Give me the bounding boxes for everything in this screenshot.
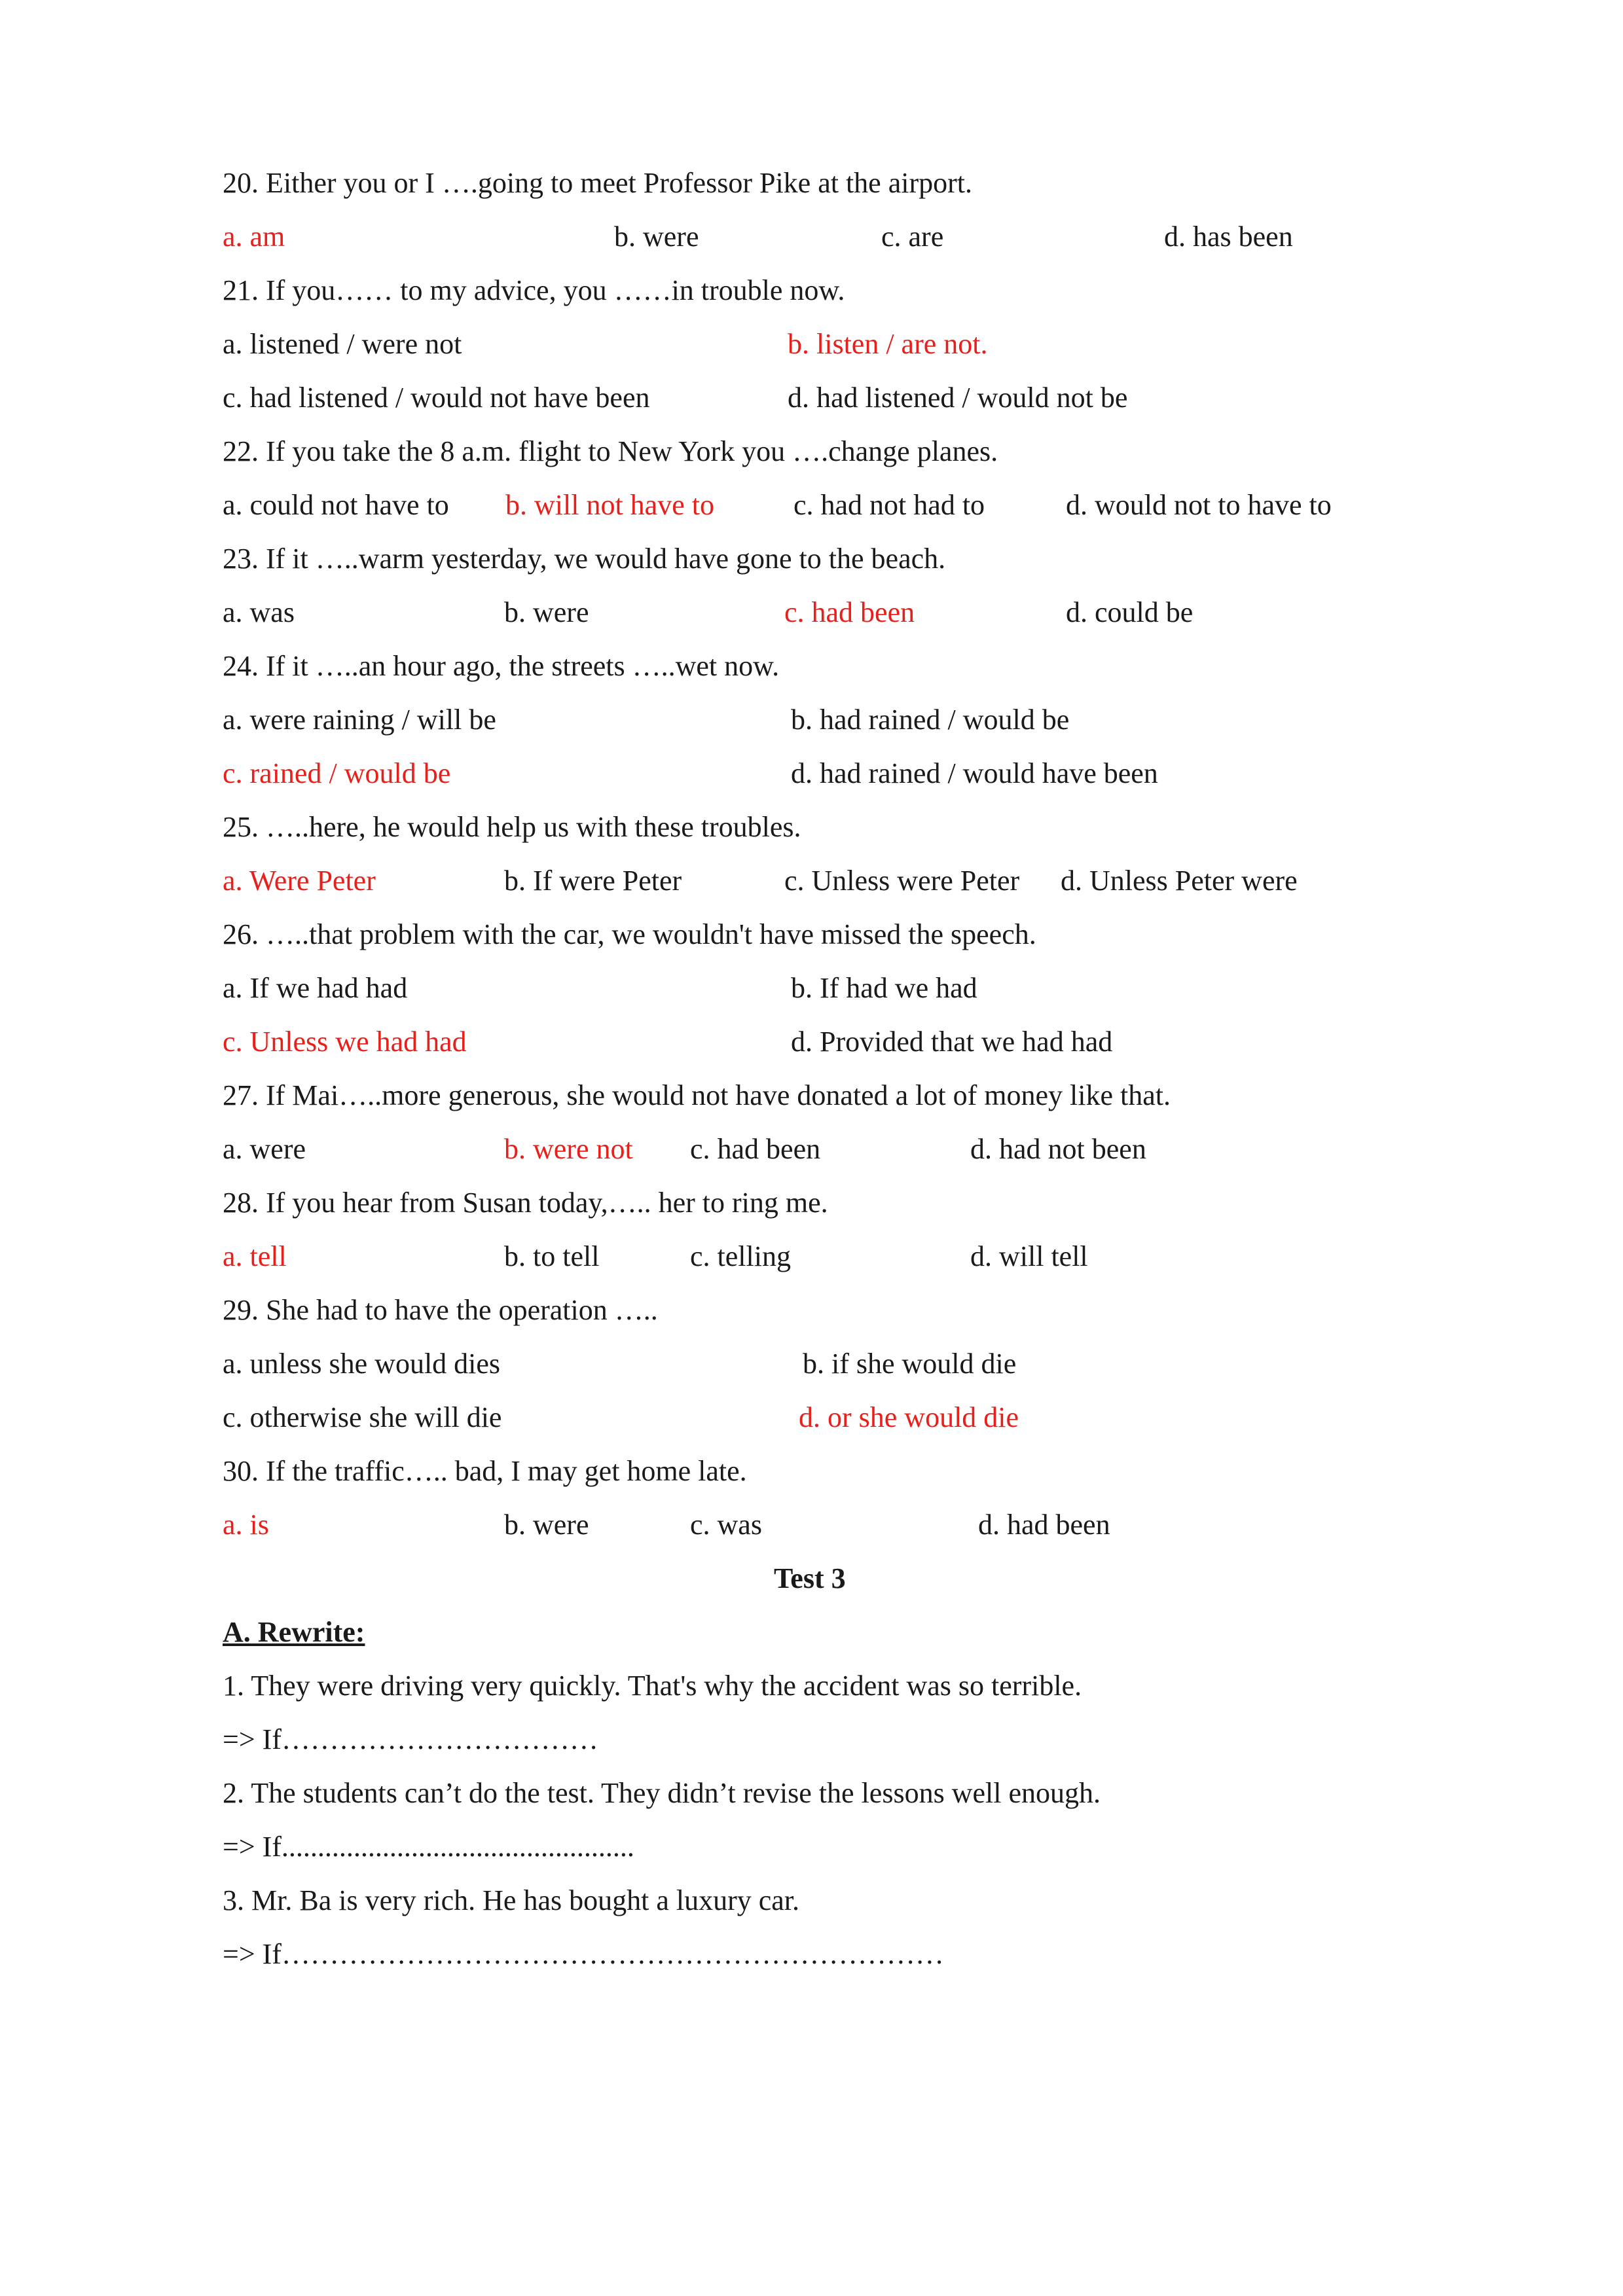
q22-option-d[interactable]: d. would not to have to [1066, 489, 1332, 521]
q28-option-a[interactable]: a. tell [223, 1240, 287, 1272]
q23-option-b[interactable]: b. were [504, 596, 589, 628]
q29-option-b[interactable]: b. if she would die [803, 1348, 1017, 1380]
q26-option-d[interactable]: d. Provided that we had had [791, 1026, 1113, 1058]
q24-option-a[interactable]: a. were raining / will be [223, 704, 496, 736]
q27-option-b[interactable]: b. were not [504, 1133, 633, 1165]
question-22-stem: 22. If you take the 8 a.m. flight to New York you ….change planes. [223, 435, 998, 467]
question-26-stem: 26. …..that problem with the car, we wouldn't have missed the speech. [223, 918, 1036, 950]
rewrite-2-prompt: 2. The students can’t do the test. They didn’t revise the lessons well enough. [223, 1777, 1101, 1809]
q30-option-b[interactable]: b. were [504, 1509, 589, 1541]
q25-option-c[interactable]: c. Unless were Peter [784, 865, 1020, 897]
question-27-stem: 27. If Mai…..more generous, she would not have donated a lot of money like that. [223, 1079, 1171, 1111]
q21-option-a[interactable]: a. listened / were not [223, 328, 462, 360]
question-21-stem: 21. If you…… to my advice, you ……in trouble now. [223, 274, 845, 306]
rewrite-3-answer-line[interactable]: => If…………………………………………………………… [223, 1938, 944, 1970]
q23-option-a[interactable]: a. was [223, 596, 295, 628]
q23-option-c[interactable]: c. had been [784, 596, 915, 628]
question-29-stem: 29. She had to have the operation ….. [223, 1294, 658, 1326]
q26-option-b[interactable]: b. If had we had [791, 972, 977, 1004]
q20-option-a[interactable]: a. am [223, 221, 285, 253]
question-20-stem: 20. Either you or I ….going to meet Professor Pike at the airport. [223, 167, 972, 199]
q25-option-a[interactable]: a. Were Peter [223, 865, 376, 897]
rewrite-2-answer-line[interactable]: => If................................................. [223, 1831, 634, 1863]
q23-option-d[interactable]: d. could be [1066, 596, 1194, 628]
q30-option-a[interactable]: a. is [223, 1509, 269, 1541]
q27-option-d[interactable]: d. had not been [970, 1133, 1146, 1165]
test-3-title: Test 3 [774, 1562, 846, 1594]
q30-option-d[interactable]: d. had been [978, 1509, 1110, 1541]
q27-option-a[interactable]: a. were [223, 1133, 306, 1165]
q21-option-c[interactable]: c. had listened / would not have been [223, 382, 650, 414]
question-28-stem: 28. If you hear from Susan today,….. her to ring me. [223, 1187, 828, 1219]
q29-option-c[interactable]: c. otherwise she will die [223, 1401, 502, 1433]
q20-option-c[interactable]: c. are [881, 221, 944, 253]
rewrite-1-prompt: 1. They were driving very quickly. That's why the accident was so terrible. [223, 1670, 1082, 1702]
q28-option-d[interactable]: d. will tell [970, 1240, 1088, 1272]
q30-option-c[interactable]: c. was [690, 1509, 762, 1541]
q24-option-b[interactable]: b. had rained / would be [791, 704, 1070, 736]
q22-option-b[interactable]: b. will not have to [505, 489, 714, 521]
q22-option-a[interactable]: a. could not have to [223, 489, 449, 521]
q21-option-b[interactable]: b. listen / are not. [788, 328, 988, 360]
q26-option-c[interactable]: c. Unless we had had [223, 1026, 467, 1058]
question-25-stem: 25. …..here, he would help us with these troubles. [223, 811, 801, 843]
q28-option-c[interactable]: c. telling [690, 1240, 791, 1272]
q29-option-a[interactable]: a. unless she would dies [223, 1348, 501, 1380]
q28-option-b[interactable]: b. to tell [504, 1240, 600, 1272]
q20-option-d[interactable]: d. has been [1164, 221, 1293, 253]
rewrite-3-prompt: 3. Mr. Ba is very rich. He has bought a luxury car. [223, 1884, 800, 1916]
q20-option-b[interactable]: b. were [614, 221, 699, 253]
q25-option-b[interactable]: b. If were Peter [504, 865, 682, 897]
question-30-stem: 30. If the traffic….. bad, I may get home late. [223, 1455, 747, 1487]
rewrite-1-answer-line[interactable]: => If…………………………… [223, 1723, 598, 1755]
q27-option-c[interactable]: c. had been [690, 1133, 821, 1165]
q26-option-a[interactable]: a. If we had had [223, 972, 408, 1004]
q29-option-d[interactable]: d. or she would die [799, 1401, 1019, 1433]
q25-option-d[interactable]: d. Unless Peter were [1061, 865, 1298, 897]
q22-option-c[interactable]: c. had not had to [793, 489, 985, 521]
q21-option-d[interactable]: d. had listened / would not be [788, 382, 1128, 414]
question-23-stem: 23. If it …..warm yesterday, we would have gone to the beach. [223, 543, 946, 575]
question-24-stem: 24. If it …..an hour ago, the streets …..wet now. [223, 650, 780, 682]
section-a-heading: A. Rewrite: [223, 1616, 365, 1648]
q24-option-c[interactable]: c. rained / would be [223, 757, 451, 789]
q24-option-d[interactable]: d. had rained / would have been [791, 757, 1158, 789]
